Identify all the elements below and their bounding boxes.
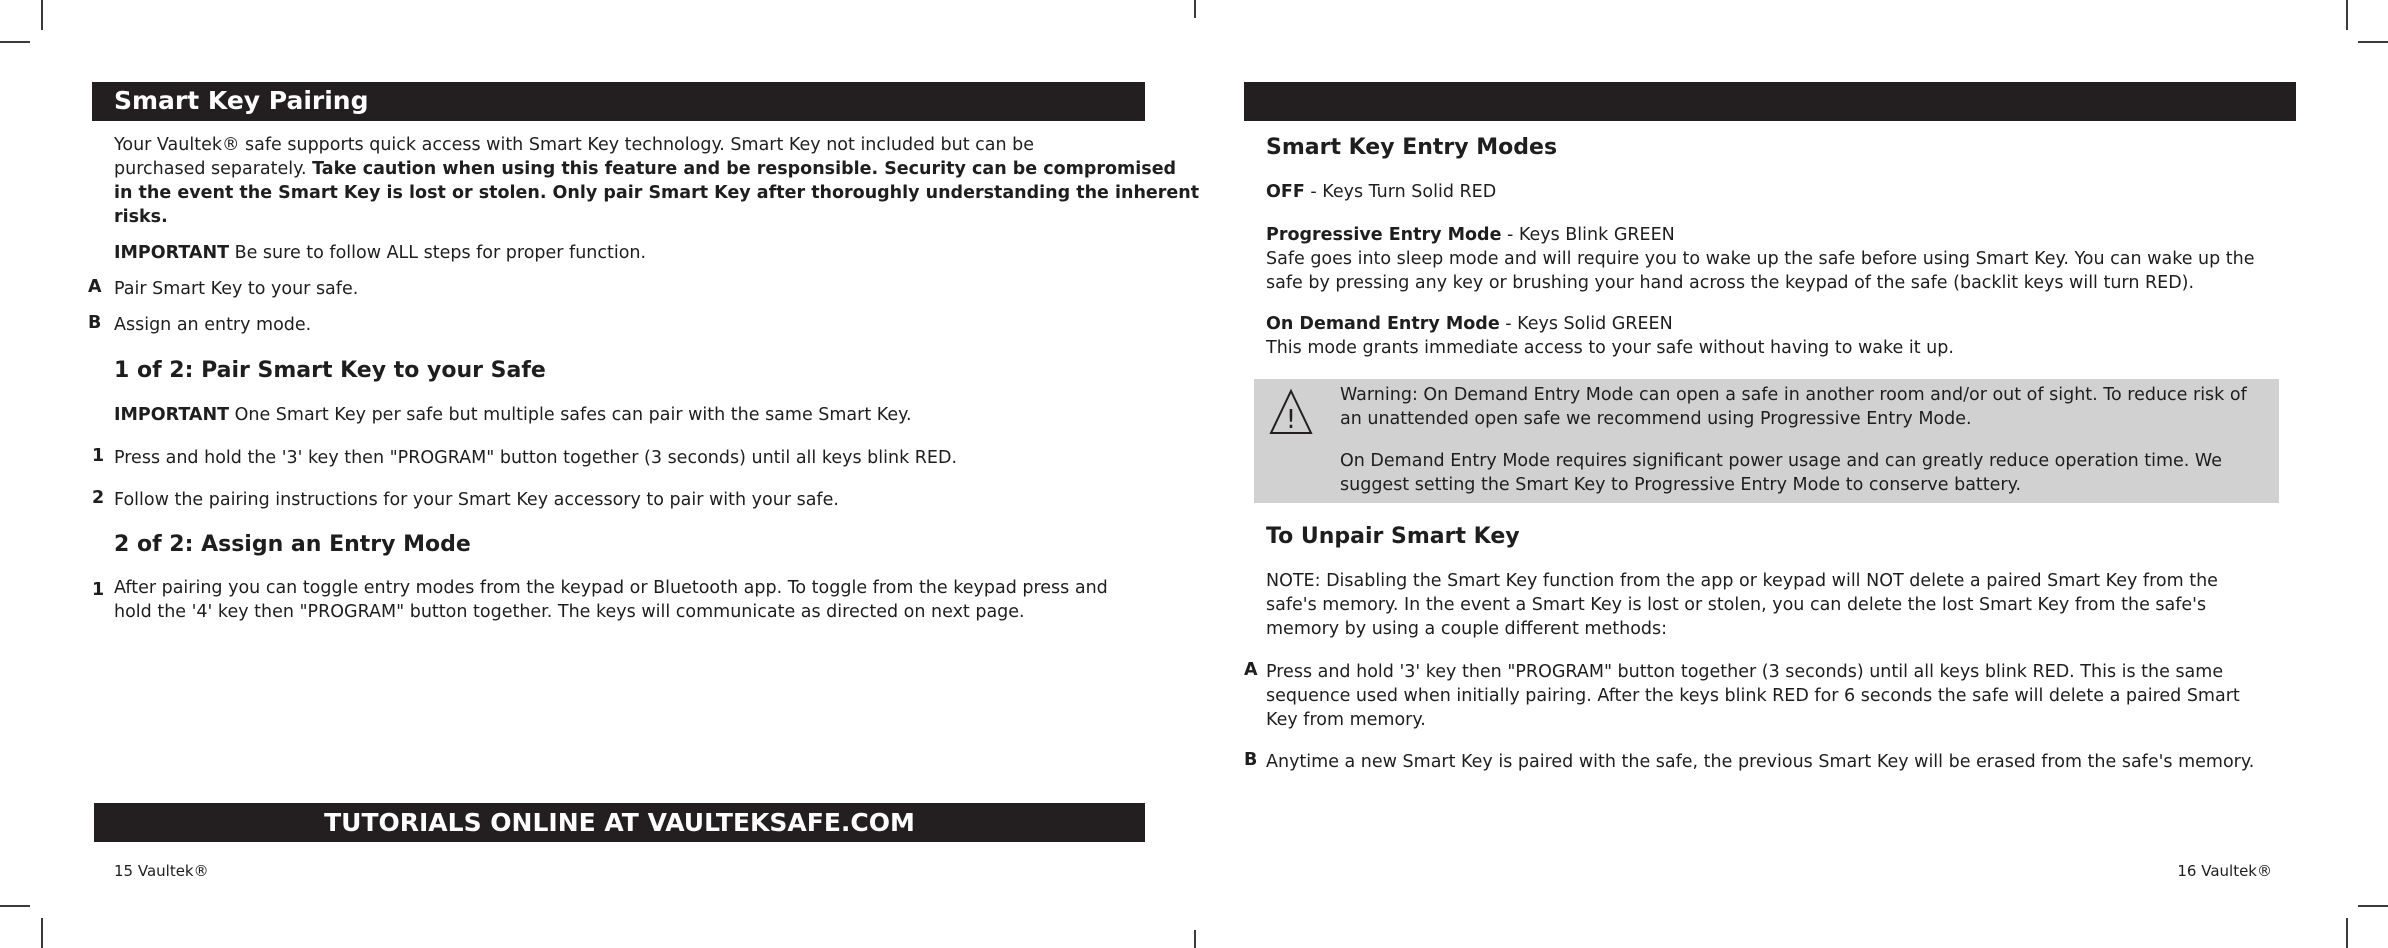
step-text: Press and hold the '3' key then "PROGRAM" button together (3 seconds) until all keys blink RED. [114, 448, 958, 468]
mode-status: - Keys Turn Solid RED [1304, 182, 1497, 202]
important-text: One Smart Key per safe but multiple safes can pair with the same Smart Key. [229, 405, 912, 425]
crop-mark [0, 41, 30, 43]
caution-text: Take caution when using this feature and be responsible. Security can be compromised [312, 159, 1177, 179]
step-text [1266, 660, 2240, 732]
step-text [114, 576, 1108, 624]
mode-label: On Demand Entry Mode [1266, 314, 1500, 334]
warning-line: an unattended open safe we recommend using Progressive Entry Mode. [1340, 409, 1972, 429]
note-line: memory by using a couple different methods: [1266, 619, 1668, 639]
section-title: Smart Key Pairing [114, 86, 369, 115]
step-marker: A [88, 277, 102, 297]
crop-mark [0, 905, 30, 907]
intro-line [114, 157, 1199, 181]
important-note [114, 403, 912, 427]
crop-mark [1194, 0, 1196, 18]
warning-line: suggest setting the Smart Key to Progressive Entry Mode to conserve battery. [1340, 475, 2022, 495]
crop-mark [2358, 905, 2388, 907]
step-text: Pair Smart Key to your safe. [114, 279, 359, 299]
step-marker: B [1244, 750, 1258, 770]
mode-on-demand [1266, 312, 1954, 360]
warning-icon [1268, 387, 1314, 439]
tutorials-banner [94, 803, 1145, 842]
step-text: Assign an entry mode. [114, 315, 312, 335]
note-line: safe's memory. In the event a Smart Key is lost or stolen, you can delete the lost Smart Key from the safe's [1266, 595, 2207, 615]
section-heading: 2 of 2: Assign an Entry Mode [114, 532, 471, 557]
step-number: 1 [92, 580, 105, 600]
step-marker: A [1244, 660, 1258, 680]
warning-text [1340, 383, 2247, 497]
warning-line: Warning: On Demand Entry Mode can open a safe in another room and/or out of sight. To reduce risk of [1340, 385, 2247, 405]
mode-description: Safe goes into sleep mode and will require you to wake up the safe before using Smart Key. You can wake up the [1266, 249, 2255, 269]
mode-label: Progressive Entry Mode [1266, 225, 1502, 245]
important-note [114, 241, 646, 265]
step-line: Press and hold '3' key then "PROGRAM" button together (3 seconds) until all keys blink RED. This is the same [1266, 662, 2224, 682]
mode-progressive [1266, 223, 2255, 295]
intro-paragraph [114, 133, 1199, 229]
section-heading: Smart Key Entry Modes [1266, 135, 1558, 160]
section-header-bar [1244, 82, 2296, 121]
mode-title-line [1266, 312, 1954, 336]
caution-line: in the event the Smart Key is lost or stolen. Only pair Smart Key after thoroughly understanding the inherent [114, 183, 1200, 203]
crop-mark [41, 0, 43, 30]
section-header-bar [92, 82, 1145, 121]
unpair-note [1266, 569, 2218, 641]
mode-description: safe by pressing any key or brushing your hand across the keypad of the safe (backlit keys will turn RED). [1266, 273, 2195, 293]
tutorials-banner-text: TUTORIALS ONLINE AT VAULTEKSAFE.COM [324, 808, 915, 837]
warning-box [1254, 379, 2279, 503]
left-page [88, 0, 1200, 948]
mode-off [1266, 180, 1496, 204]
note-line: NOTE: Disabling the Smart Key function from the app or keypad will NOT delete a paired Smart Key from the [1266, 571, 2218, 591]
right-page [1244, 0, 2296, 948]
crop-mark [2346, 0, 2348, 30]
intro-text: purchased separately. [114, 159, 313, 179]
mode-description: This mode grants immediate access to your safe without having to wake it up. [1266, 338, 1954, 358]
crop-mark [2346, 918, 2348, 948]
important-label: IMPORTANT [114, 405, 230, 425]
crop-mark [2358, 41, 2388, 43]
caution-line: risks. [114, 207, 168, 227]
page-number: 15 Vaultek® [114, 862, 209, 880]
step-line: sequence used when initially pairing. After the keys blink RED for 6 seconds the safe will delete a paired Smart [1266, 686, 2240, 706]
step-number: 2 [92, 488, 105, 508]
crop-mark [41, 918, 43, 948]
section-heading: 1 of 2: Pair Smart Key to your Safe [114, 358, 546, 383]
step-marker: B [88, 313, 102, 333]
mode-status: - Keys Solid GREEN [1499, 314, 1673, 334]
mode-title-line [1266, 223, 2255, 247]
step-text: Follow the pairing instructions for your Smart Key accessory to pair with your safe. [114, 490, 839, 510]
step-line: hold the '4' key then "PROGRAM" button together. The keys will communicate as directed on next page. [114, 602, 1025, 622]
step-number: 1 [92, 446, 105, 466]
section-heading: To Unpair Smart Key [1266, 524, 1520, 549]
step-text: Anytime a new Smart Key is paired with the safe, the previous Smart Key will be erased from the safe's memory. [1266, 752, 2255, 772]
page-number: 16 Vaultek® [2177, 862, 2272, 880]
warning-icon-glyph: ! [1285, 405, 1297, 435]
step-line: After pairing you can toggle entry modes from the keypad or Bluetooth app. To toggle from the keypad press and [114, 578, 1108, 598]
mode-label: OFF [1266, 182, 1305, 202]
crop-mark [1194, 930, 1196, 948]
intro-line: Your Vaultek® safe supports quick access with Smart Key technology. Smart Key not included but can be [114, 135, 1035, 155]
mode-status: - Keys Blink GREEN [1501, 225, 1675, 245]
warning-line: On Demand Entry Mode requires significant power usage and can greatly reduce operation time. We [1340, 451, 2222, 471]
important-label: IMPORTANT [114, 243, 230, 263]
important-text: Be sure to follow ALL steps for proper function. [229, 243, 647, 263]
step-line: Key from memory. [1266, 710, 1426, 730]
